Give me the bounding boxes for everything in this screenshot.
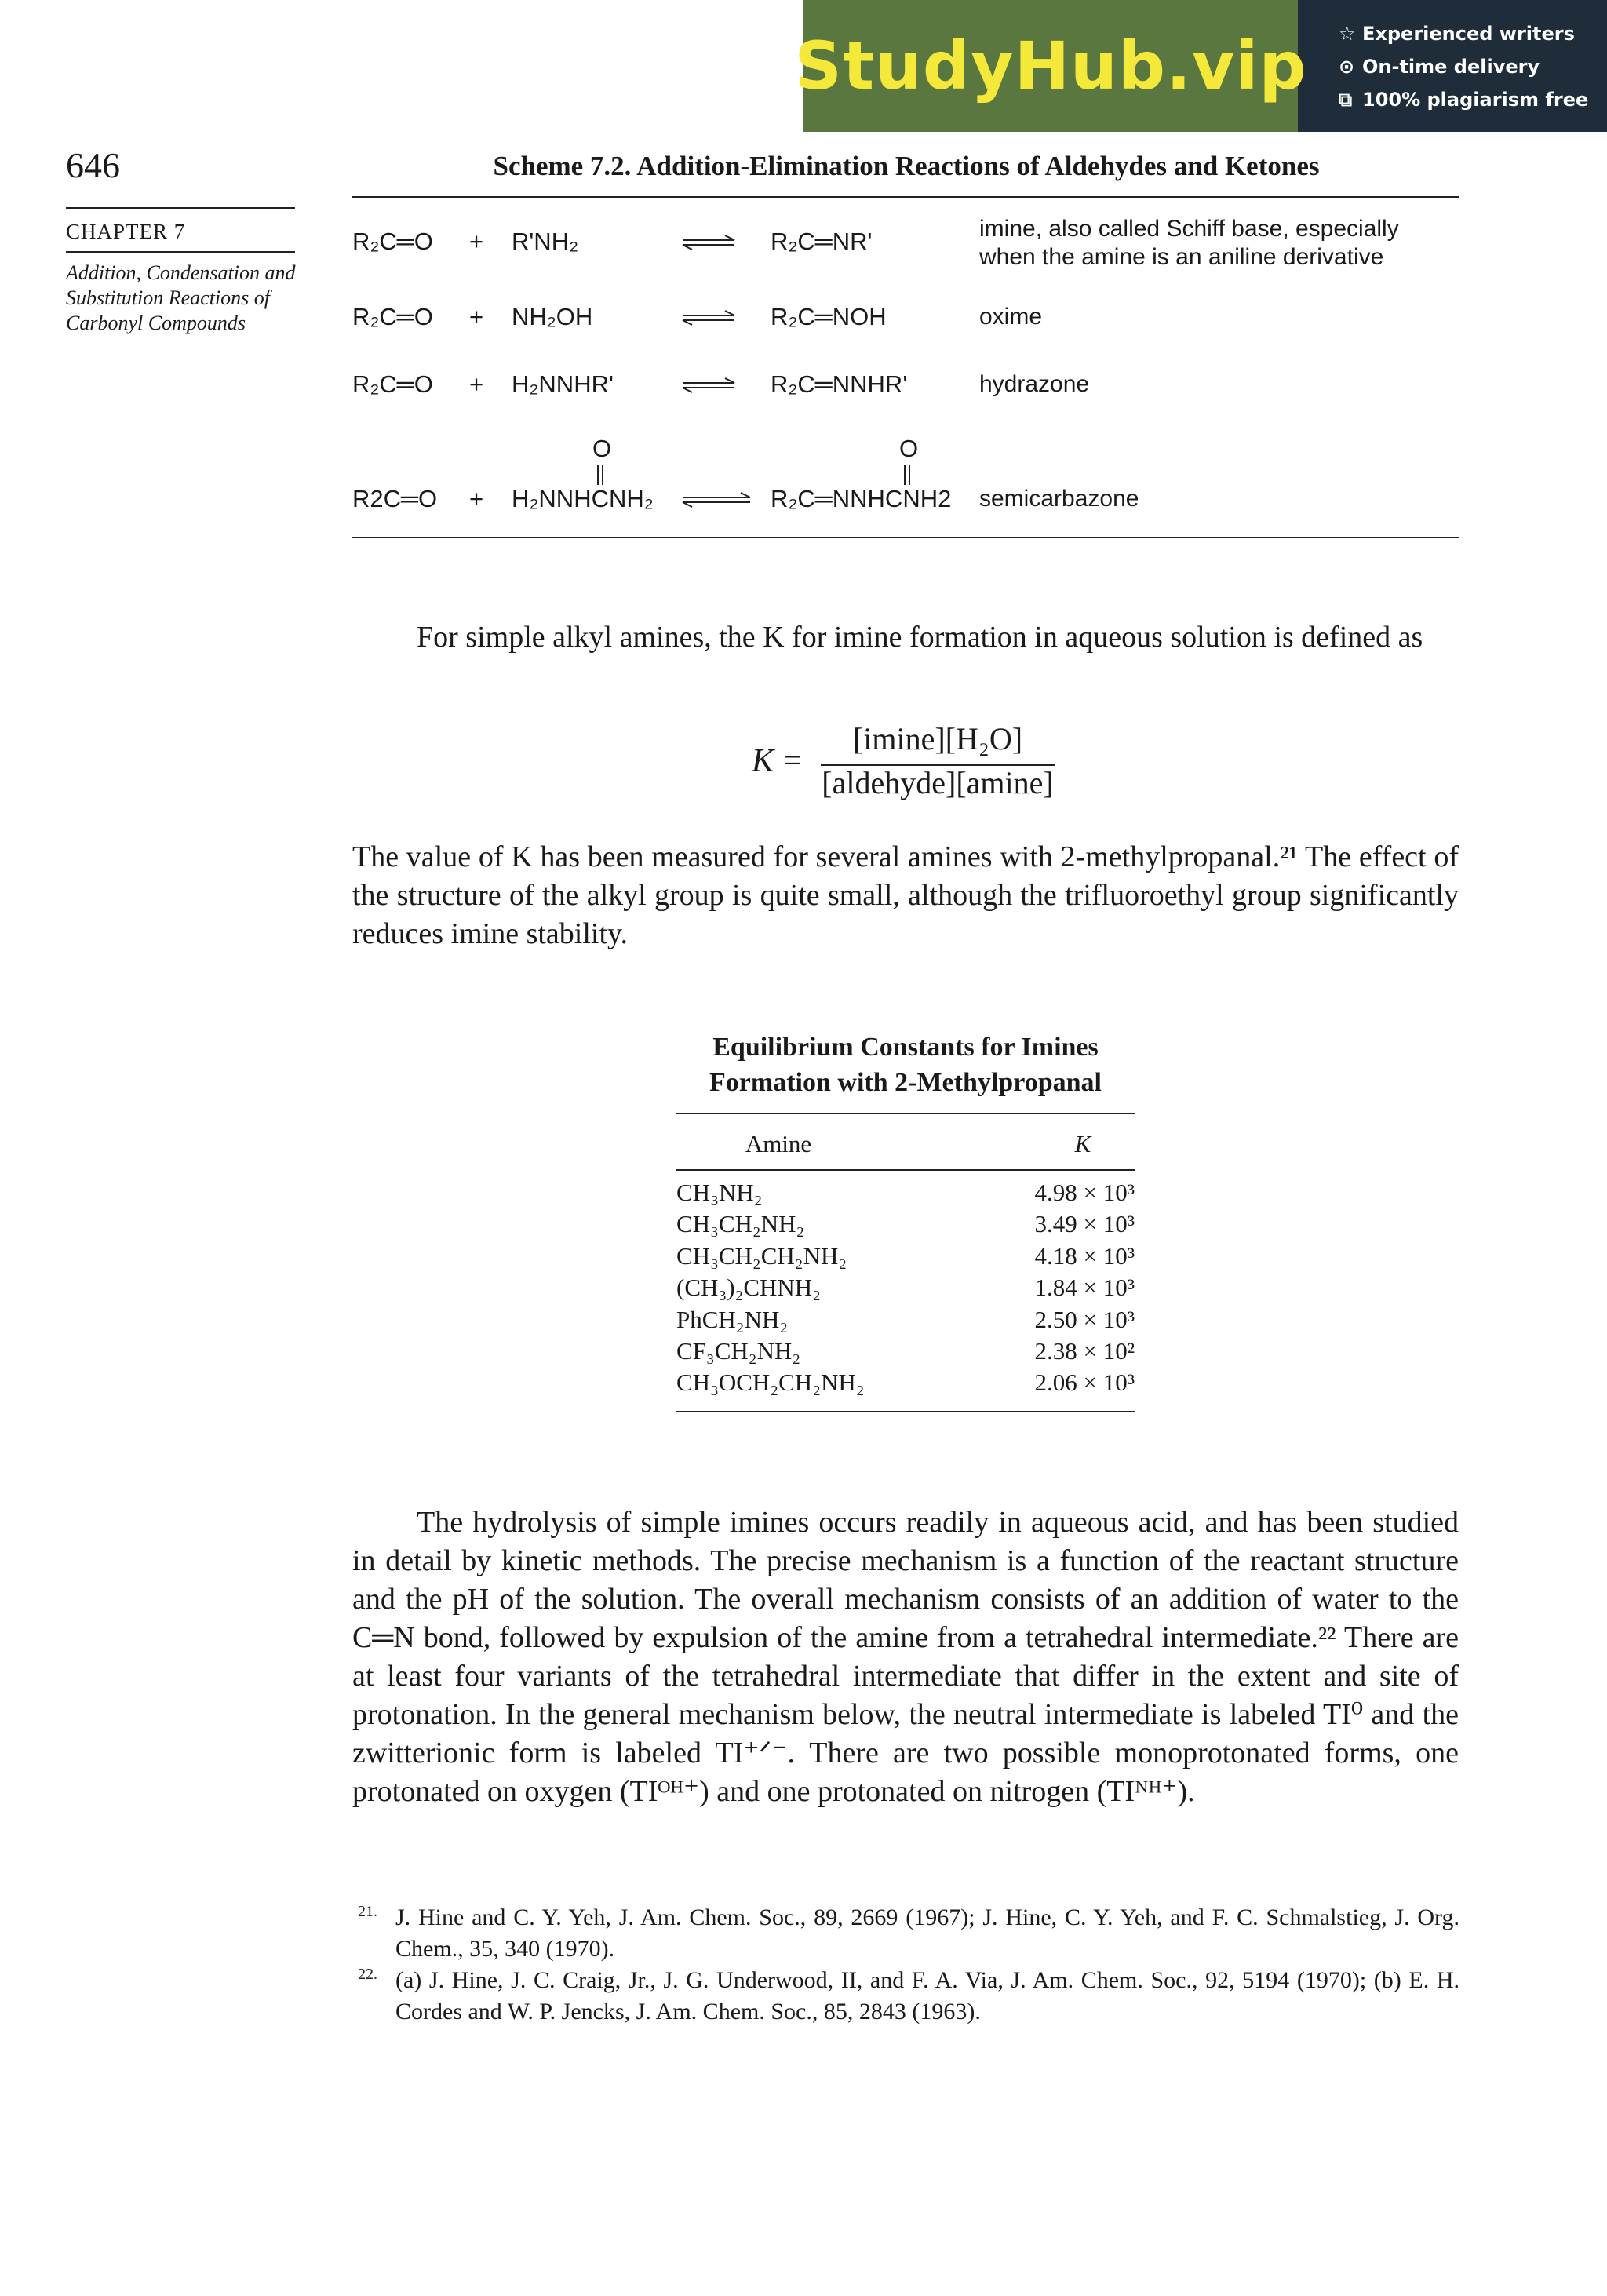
equation-denominator: [aldehyde][amine] <box>822 765 1054 800</box>
reagent: H₂NNHR' <box>512 370 614 398</box>
footnote-number: 21. <box>358 1903 377 1920</box>
amine-cell: CH₃NH₂ <box>676 1179 763 1206</box>
scheme-rule-top <box>352 196 1459 198</box>
table-row <box>676 1208 1135 1240</box>
table-rule-top <box>676 1113 1135 1114</box>
paragraph-1: For simple alkyl amines, the K for imine formation in aqueous solution is defined as <box>417 621 1423 654</box>
brand-name: StudyHub.vip <box>794 27 1307 104</box>
chapter-title: Addition, Condensation and Substitution Reactions of Carbonyl Compounds <box>66 261 296 334</box>
footnote-text: J. Hine and C. Y. Yeh, J. Am. Chem. Soc., 89, 2669 (1967); J. Hine, C. Y. Yeh, and F. C. Schmalstieg, J. Org. Chem., 35, 340 (1970). <box>395 1904 1459 1962</box>
equilibrium-arrow <box>681 377 736 394</box>
reactant-carbonyl: R2C═O <box>352 485 438 512</box>
reagent: R'NH₂ <box>512 228 579 255</box>
footnote-number: 22. <box>358 1966 377 1983</box>
scheme-rule-bottom <box>352 537 1459 538</box>
feature-plagiarism-free <box>1339 83 1605 116</box>
plus-sign: + <box>469 228 484 255</box>
footnote-text: (a) J. Hine, J. C. Craig, Jr., J. G. Underwood, II, and F. A. Via, J. Am. Chem. Soc., 92, 5194 (1970); (b) E. H. Cordes and W. P. Jencks, J. Am. Chem. Soc., 85, 2843 (1963). <box>395 1967 1459 2024</box>
equation-equals: = <box>783 743 802 779</box>
table-rule-header <box>676 1169 1135 1171</box>
amine-cell: CH₃CH₂NH₂ <box>676 1210 805 1238</box>
feature-label: Experienced writers <box>1362 23 1575 45</box>
table-rule-bottom <box>676 1411 1135 1412</box>
reactant-carbonyl: R₂C═O <box>352 370 433 398</box>
product-name: semicarbazone <box>979 486 1139 512</box>
column-header-amine: Amine <box>745 1130 812 1157</box>
margin-rule-top <box>66 207 295 209</box>
plus-sign: + <box>469 370 484 398</box>
k-cell: 4.98 × 10³ <box>1034 1179 1135 1206</box>
table-title: Equilibrium Constants for Imines Formation with 2-Methylpropanal <box>709 1033 1102 1097</box>
product: R₂C═NNHR' <box>771 370 908 398</box>
reactant-carbonyl: R₂C═O <box>352 303 433 330</box>
table-row <box>676 1367 1135 1398</box>
scheme-title: Scheme 7.2. Addition-Elimination Reactions of Aldehydes and Ketones <box>493 151 1320 181</box>
amine-cell: CH₃OCH₂CH₂NH₂ <box>676 1368 865 1397</box>
page-number: 646 <box>66 145 120 185</box>
clock-icon: ⊙ <box>1339 56 1355 78</box>
table-row <box>676 1336 1135 1367</box>
product-name: imine, also called Schiff base, especially when the amine is an aniline derivative <box>979 216 1399 270</box>
equilibrium-arrow <box>681 309 736 326</box>
equilibrium-arrow <box>681 234 736 251</box>
k-cell: 1.84 × 10³ <box>1034 1274 1135 1302</box>
brand-logo[interactable] <box>794 0 1307 132</box>
feature-on-time-delivery <box>1339 50 1605 83</box>
product: R₂C═NNHCNH2 <box>771 485 952 512</box>
equation-numerator: [imine][H₂O] <box>852 721 1023 756</box>
amine-cell: CF₃CH₂NH₂ <box>676 1336 801 1365</box>
k-cell: 2.50 × 10³ <box>1034 1305 1135 1333</box>
product: R₂C═NR' <box>771 228 873 255</box>
feature-label: On-time delivery <box>1362 56 1540 78</box>
column-header-k: K <box>1074 1130 1091 1157</box>
equation-symbol: K <box>752 743 774 779</box>
table-body <box>676 1177 1135 1399</box>
reagent: H₂NNHCNH₂ <box>512 485 654 512</box>
k-cell: 4.18 × 10³ <box>1034 1241 1135 1270</box>
table-row <box>676 1177 1135 1208</box>
product-name: oxime <box>979 304 1043 330</box>
feature-label: 100% plagiarism free <box>1362 89 1589 111</box>
amine-cell: (CH₃)₂CHNH₂ <box>676 1274 821 1302</box>
plus-sign: + <box>469 303 484 330</box>
table-row <box>676 1272 1135 1303</box>
carbonyl-oxygen: O <box>592 435 612 462</box>
chapter-label: CHAPTER 7 <box>66 220 186 243</box>
paragraph-3: The hydrolysis of simple imines occurs readily in aqueous acid, and has been studied in detail by kinetic methods. The precise mechanism is a function of the reactant structure and the pH of the solution. The overall mechanism consists of an addition of water to the C═N bond, followed by expulsion of the amine from a tetrahedral intermediate.²² There are at least four variants of the tetrahedral intermediate that differ in the extent and site of protonation. In the general mechanism below, the neutral intermediate is labeled TI⁰ and the zwitterionic form is labeled TI⁺ᐟ⁻. There are two possible monoprotonated forms, one protonated on oxygen (TIᴼᴴ⁺) and one protonated on nitrogen (TIᴺᴴ⁺). <box>352 1506 1459 1808</box>
k-cell: 2.38 × 10² <box>1034 1336 1135 1365</box>
margin-rule-bottom <box>66 251 295 253</box>
carbonyl-oxygen: O <box>899 435 919 462</box>
plus-sign: + <box>469 485 484 512</box>
reagent: NH₂OH <box>512 303 593 330</box>
feature-experienced-writers <box>1339 17 1605 50</box>
reactant-carbonyl: R₂C═O <box>352 228 433 255</box>
table-row <box>676 1304 1135 1336</box>
product: R₂C═NOH <box>771 303 887 330</box>
equilibrium-arrow <box>681 491 752 508</box>
k-cell: 3.49 × 10³ <box>1034 1210 1135 1238</box>
paragraph-2: The value of K has been measured for several amines with 2-methylpropanal.²¹ The effect of the structure of the alkyl group is quite small, although the trifluoroethyl group significantly reduces imine stability. <box>352 840 1459 950</box>
footnote-22 <box>358 1965 1459 2028</box>
banner-features <box>1339 17 1605 116</box>
footnote-21 <box>358 1902 1459 1965</box>
amine-cell: CH₃CH₂CH₂NH₂ <box>676 1241 847 1270</box>
double-bond <box>904 465 910 485</box>
product-name: hydrazone <box>979 371 1090 397</box>
star-icon: ☆ <box>1339 23 1356 45</box>
copy-icon: ⧉ <box>1339 89 1353 111</box>
table-row <box>676 1241 1135 1272</box>
amine-cell: PhCH₂NH₂ <box>676 1305 789 1333</box>
double-bond <box>597 465 603 485</box>
k-cell: 2.06 × 10³ <box>1034 1368 1135 1397</box>
